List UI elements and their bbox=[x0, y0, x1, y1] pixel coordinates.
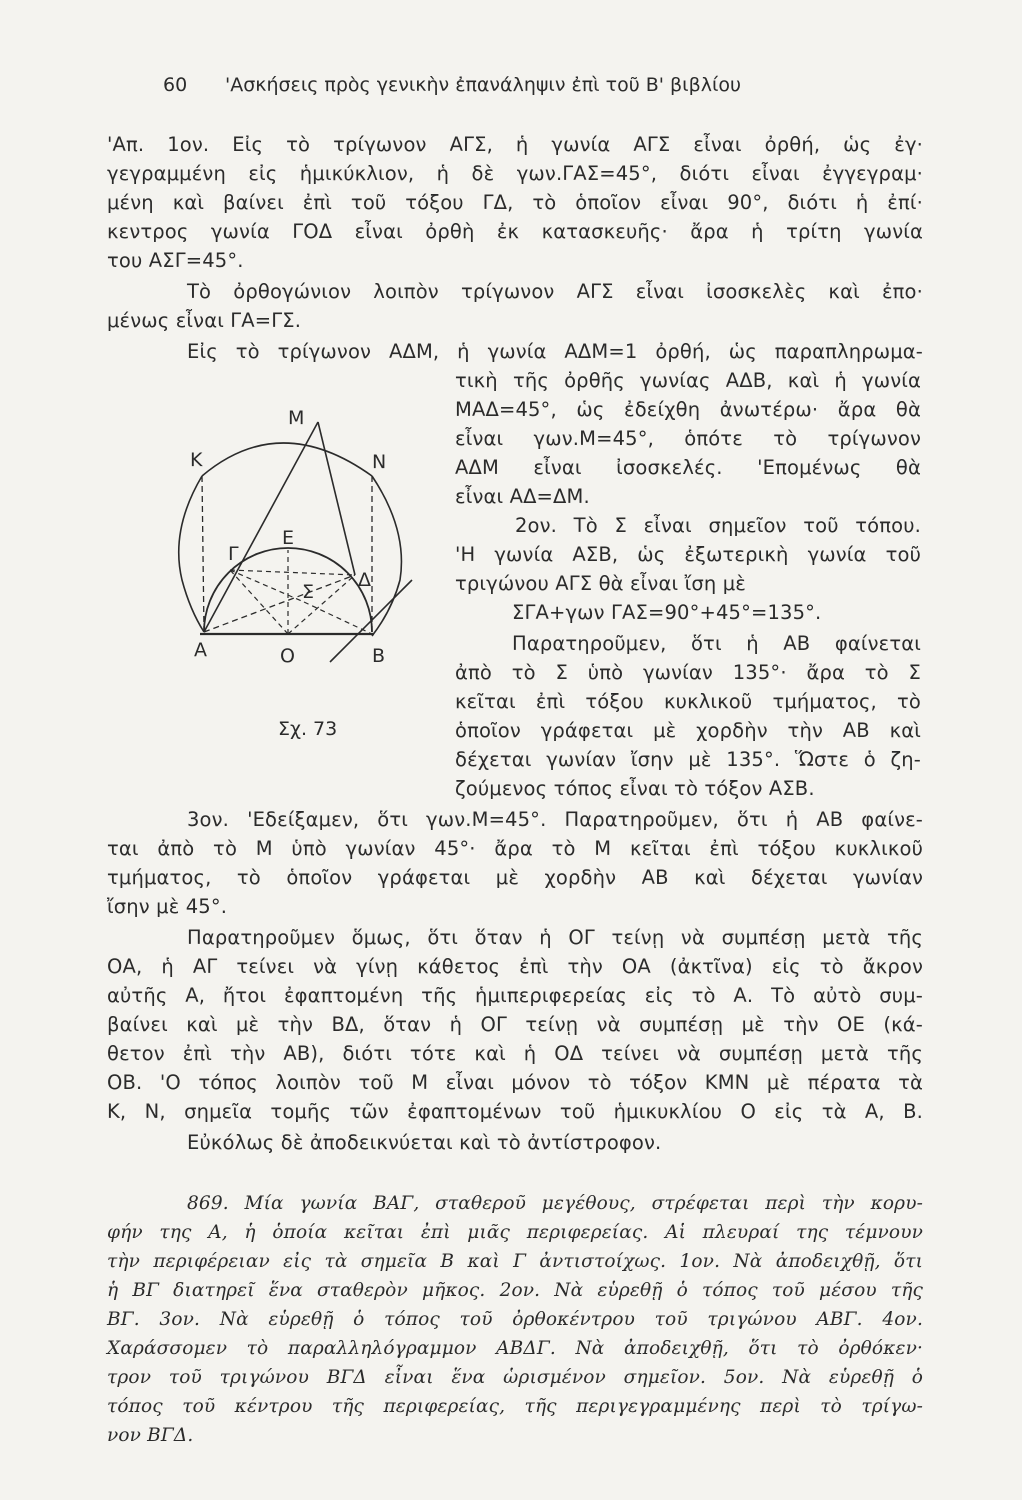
text-line: κεντρος γωνία ΓΟΔ εἶναι ὀρθὴ ἐκ κατασκευῆς· ἄρα ἡ τρίτη γωνία bbox=[107, 220, 923, 243]
text-line: ται ἀπὸ τὸ Μ ὑπὸ γωνίαν 45°· ἄρα τὸ Μ κεῖται ἐπὶ τόξου κυκλικοῦ bbox=[107, 837, 923, 860]
problem-line: ἡ ΒΓ διατηρεῖ ἕνα σταθερὸν μῆκος. 2ον. Νὰ εὑρεθῇ ὁ τόπος τοῦ μέσου τῆς bbox=[107, 1280, 923, 1301]
label-d: Δ bbox=[358, 569, 371, 591]
text-line: ΑΔΜ εἶναι ἰσοσκελές. 'Επομένως θὰ bbox=[455, 456, 921, 479]
text-line: Εἰς τὸ τρίγωνον ΑΔΜ, ἡ γωνία ΑΔΜ=1 ὀρθή, ὡς παραπληρωμα- bbox=[187, 340, 923, 363]
text-line: μένως εἶναι ΓΑ=ΓΣ. bbox=[107, 309, 302, 332]
text-line: ἀπὸ τὸ Σ ὑπὸ γωνίαν 135°· ἄρα τὸ Σ bbox=[455, 661, 921, 684]
problem-line: 869. Μία γωνία ΒΑΓ, σταθεροῦ μεγέθους, στρέφεται περὶ τὴν κορυ- bbox=[187, 1193, 923, 1214]
label-m: Μ bbox=[288, 407, 305, 429]
geometry-figure bbox=[160, 380, 440, 700]
text-line: Τὸ ὀρθογώνιον λοιπὸν τρίγωνον ΑΓΣ εἶναι ἰσοσκελὲς καὶ ἐπο· bbox=[187, 280, 923, 303]
text-line: Εὐκόλως δὲ ἀποδεικνύεται καὶ τὸ ἀντίστροφον. bbox=[187, 1131, 662, 1154]
label-g: Γ bbox=[228, 543, 239, 565]
tangent-at-a bbox=[202, 476, 204, 632]
outer-circle-right bbox=[372, 476, 401, 636]
label-b: Β bbox=[372, 645, 386, 667]
text-line: τικὴ τῆς ὀρθῆς γωνίας ΑΔΒ, καὶ ἡ γωνία bbox=[455, 369, 921, 392]
text-line: τμήματος, τὸ ὁποῖον γράφεται μὲ χορδὴν ΑΒ καὶ δέχεται γωνίαν bbox=[107, 866, 923, 889]
text-line: 'Απ. 1ον. Εἰς τὸ τρίγωνον ΑΓΣ, ἡ γωνία ΑΓΣ εἶναι ὀρθή, ὡς ἐγ· bbox=[107, 133, 923, 156]
text-line: βαίνει καὶ μὲ τὴν ΒΔ, ὅταν ἡ ΟΓ τείνῃ νὰ συμπέσῃ μὲ τὴν ΟΕ (κά- bbox=[107, 1013, 923, 1036]
side-am bbox=[204, 422, 318, 632]
figure-caption: Σχ. 73 bbox=[278, 718, 338, 740]
page-number: 60 bbox=[163, 74, 188, 96]
problem-line: ΒΓ. 3ον. Νὰ εὑρεθῇ ὁ τόπος τοῦ ὀρθοκέντρου τοῦ τριγώνου ΑΒΓ. 4ον. bbox=[107, 1309, 923, 1330]
text-line: ὁποῖον γράφεται μὲ χορδὴν τὴν ΑΒ καὶ bbox=[455, 719, 921, 742]
label-o: Ο bbox=[280, 645, 295, 667]
label-s: Σ bbox=[302, 581, 315, 603]
text-line: ΟΑ, ἡ ΑΓ τείνει νὰ γίνῃ κάθετος ἐπὶ τὴν ΟΑ (ἀκτῖνα) εἰς τὸ ἄκρον bbox=[107, 955, 923, 978]
label-a: Α bbox=[194, 639, 207, 661]
problem-line: φήν της Α, ἡ ὁποία κεῖται ἐπὶ μιᾶς περιφερείας. Αἱ πλευραί της τέμνουν bbox=[107, 1222, 923, 1243]
running-title: 'Ασκήσεις πρὸς γενικὴν ἐπανάληψιν ἐπὶ τοῦ Β' βιβλίου bbox=[225, 74, 742, 96]
text-line: ΟΒ. 'Ο τόπος λοιπὸν τοῦ Μ εἶναι μόνον τὸ τόξον ΚΜΝ μὲ πέρατα τὰ bbox=[107, 1071, 923, 1094]
text-line: Κ, Ν, σημεῖα τομῆς τῶν ἐφαπτομένων τοῦ ἡμικυκλίου Ο εἰς τὰ Α, Β. bbox=[107, 1100, 923, 1123]
side-ad bbox=[204, 575, 355, 632]
text-line: ΣΓΑ+γων ΓΑΣ=90°+45°=135°. bbox=[512, 601, 822, 624]
text-line: ΜΑΔ=45°, ὡς ἐδείχθη ἀνωτέρω· ἄρα θὰ bbox=[455, 398, 921, 421]
text-line: κεῖται ἐπὶ τόξου κυκλικοῦ τμήματος, τὸ bbox=[455, 690, 921, 713]
line-od bbox=[288, 575, 355, 634]
text-line: 2ον. Τὸ Σ εἶναι σημεῖον τοῦ τόπου. bbox=[515, 514, 921, 537]
text-line: αὐτῆς Α, ἤτοι ἐφαπτομένη τῆς ἡμιπεριφερείας εἰς τὸ Α. Τὸ αὐτὸ συμ- bbox=[107, 984, 923, 1007]
locus-arc bbox=[202, 443, 372, 476]
line-gs bbox=[230, 570, 304, 602]
text-line: δέχεται γωνίαν ἴσην μὲ 135°. Ὥστε ὁ ζη- bbox=[455, 748, 921, 771]
text-line: εἶναι γων.Μ=45°, ὁπότε τὸ τρίγωνον bbox=[455, 427, 921, 450]
problem-line: τρον τοῦ τριγώνου ΒΓΔ εἶναι ἕνα ὡρισμένον σημεῖον. 5ον. Νὰ εὑρεθῇ ὁ bbox=[107, 1367, 923, 1388]
label-k: Κ bbox=[190, 449, 203, 471]
side-md bbox=[318, 422, 355, 575]
text-line: 'Η γωνία ΑΣΒ, ὡς ἐξωτερικὴ γωνία τοῦ bbox=[455, 543, 921, 566]
label-e: Ε bbox=[282, 527, 295, 549]
text-line: ἴσην μὲ 45°. bbox=[107, 895, 228, 918]
text-line: Παρατηροῦμεν ὅμως, ὅτι ὅταν ἡ ΟΓ τείνῃ νὰ συμπέσῃ μετὰ τῆς bbox=[187, 926, 923, 949]
line-sb bbox=[304, 602, 372, 634]
line-og bbox=[230, 570, 288, 634]
problem-line: Χαράσσομεν τὸ παραλληλόγραμμον ΑΒΔΓ. Νὰ ἀποδειχθῇ, ὅτι τὸ ὀρθόκεν· bbox=[107, 1338, 923, 1359]
text-line: γεγραμμένη εἰς ἡμικύκλιον, ἡ δὲ γων.ΓΑΣ=45°, διότι εἶναι ἐγγεγραμ· bbox=[107, 162, 923, 185]
line-gd bbox=[230, 570, 355, 575]
text-line: εἶναι ΑΔ=ΔΜ. bbox=[455, 485, 590, 508]
text-line: Παρατηροῦμεν, ὅτι ἡ ΑΒ φαίνεται bbox=[512, 632, 921, 655]
text-line: θετον ἐπὶ τὴν ΑΒ), διότι τότε καὶ ἡ ΟΔ τείνει νὰ συμπέσῃ μετὰ τῆς bbox=[107, 1042, 923, 1065]
line-bd bbox=[330, 580, 412, 662]
problem-line: τὴν περιφέρειαν εἰς τὰ σημεῖα Β καὶ Γ ἀντιστοίχως. 1ον. Νὰ ἀποδειχθῇ, ὅτι bbox=[107, 1251, 923, 1272]
problem-line: τόπος τοῦ κέντρου τῆς περιφερείας, τῆς περιγεγραμμένης περὶ τὸ τρίγω- bbox=[107, 1396, 923, 1417]
text-line: τριγώνου ΑΓΣ θὰ εἶναι ἴση μὲ bbox=[455, 572, 746, 595]
page-header bbox=[163, 74, 863, 96]
text-line: του ΑΣΓ=45°. bbox=[107, 249, 244, 272]
outer-circle-left bbox=[179, 476, 204, 632]
text-line: μένη καὶ βαίνει ἐπὶ τοῦ τόξου ΓΔ, τὸ ὁποῖον εἶναι 90°, διότι ἡ ἐπί· bbox=[107, 191, 923, 214]
text-line: ζούμενος τόπος εἶναι τὸ τόξον ΑΣΒ. bbox=[455, 777, 815, 800]
label-n: Ν bbox=[372, 451, 387, 473]
problem-line: νον ΒΓΔ. bbox=[107, 1425, 194, 1446]
text-line: 3ον. 'Εδείξαμεν, ὅτι γων.Μ=45°. Παρατηροῦμεν, ὅτι ἡ ΑΒ φαίνε- bbox=[187, 808, 923, 831]
